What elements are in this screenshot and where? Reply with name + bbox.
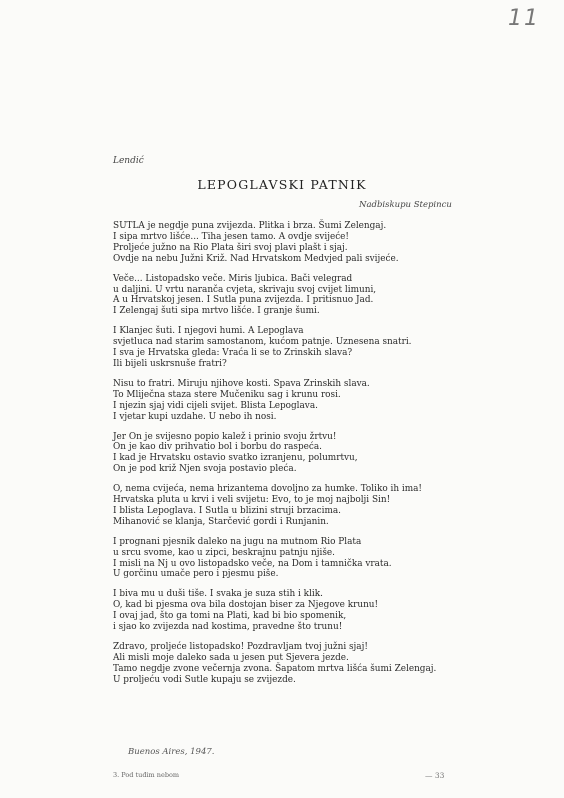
poem-line: Nisu to fratri. Miruju njihove kosti. Spava Zrinskih slava. [113, 378, 370, 389]
stanza [113, 484, 523, 528]
poem-line: SUTLA je negdje puna zvijezda. Plitka i brza. Šumi Zelengaj. [113, 221, 387, 231]
poem-line: O, kad bi pjesma ova bila dostojan biser za Njegove krunu! [113, 600, 379, 611]
poem-line: u daljini. U vrtu naranča cvjeta, skrivaju svoj cvijet limuni, [113, 284, 377, 295]
poem-line: I kad je Hrvatsku ostavio svatko izranjenu, polumrtvu, [113, 453, 358, 464]
stanza [113, 326, 523, 370]
poem-line: U gorčinu umače pero i pjesmu piše. [113, 569, 279, 580]
poem-line: I prognani pjesnik daleko na jugu na mutnom Rio Plata [113, 536, 362, 547]
poem-line: i sjao ko zvijezda nad kostima, pravedne što trunu! [113, 622, 343, 633]
poem-line: Mihanović se klanja, Starčević gordi i Runjanin. [113, 516, 329, 527]
stanza [113, 432, 523, 476]
poem-line: I misli na Nj u ovo listopadsko veče, na Dom i tamnička vrata. [113, 558, 392, 569]
poem-line: O, nema cvijeća, nema hrizantema dovoljno za humke. Toliko ih ima! [113, 484, 422, 495]
poem-line: I biva mu u duši tiše. I svaka je suza stih i klik. [113, 589, 323, 600]
footnote: 3. Pod tuđim nebom [113, 771, 180, 779]
poem-title: LEPOGLAVSKI PATNIK [197, 177, 367, 192]
poem-line: I sipa mrtvo lišće... Tiha jesen tamo. A ovdje svijeće! [113, 231, 349, 242]
poem-line: Tamo negdje zvone večernja zvona. Šapatom mrtva lišća šumi Zelengaj. [113, 663, 437, 674]
poem-line: Jer On je svijesno popio kalež i prinio svoju žrtvu! [113, 431, 337, 442]
poem-line: I blista Lepoglava. I Sutla u blizini struji brzacima. [113, 505, 341, 516]
poem-body [113, 221, 523, 695]
stanza [113, 589, 523, 633]
stanza [113, 537, 523, 581]
poem-line: To Mliječna staza stere Mučeniku sag i krunu rosi. [113, 389, 341, 400]
poem-line: u srcu svome, kao u zipci, beskrajnu patnju njiše. [113, 547, 335, 558]
stanza [113, 221, 523, 265]
poem-line: I njezin sjaj vidi cijeli svijet. Blista Lepoglava. [113, 400, 318, 411]
poem-line: Ili bijeli uskrsnuše fratri? [113, 358, 227, 369]
place-date: Buenos Aires, 1947. [128, 747, 215, 757]
poem-line: On je kao div prihvatio bol i borbu do raspeća. [113, 442, 322, 453]
stanza [113, 642, 523, 686]
poem-line: Veče... Listopadsko veče. Miris ljubica. Bači velegrad [113, 273, 353, 284]
poem-line: I Klanjec šuti. I njegovi humi. A Lepoglava [113, 326, 304, 337]
poem-line: U proljeću vodi Sutle kupaju se zvijezde. [113, 674, 296, 685]
poem-line: I vjetar kupi uzdahe. U nebo ih nosi. [113, 411, 277, 422]
stanza [113, 274, 523, 318]
poem-line: On je pod križ Njen svoja postavio pleća. [113, 464, 297, 475]
author-name: Lendić [113, 156, 144, 166]
poem-line: Proljeće južno na Rio Plata širi svoj plavi plašt i sjaj. [113, 242, 348, 253]
poem-line: Ali misli moje daleko sada u jesen put Sjevera jezde. [113, 652, 349, 663]
poem-line: A u Hrvatskoj jesen. I Sutla puna zvijezda. I pritisnuo Jad. [113, 295, 374, 306]
handwritten-page-mark: 11 [508, 6, 540, 31]
poem-line: I ovaj jad, što ga tomi na Plati, kad bi bio spomenik, [113, 611, 347, 622]
poem-line: I Zelengaj šuti sipa mrtvo lišće. I granje šumi. [113, 306, 320, 317]
poem-line: svjetluca nad starim samostanom, kućom patnje. Uznesena snatri. [113, 337, 412, 348]
poem-line: Hrvatska pluta u krvi i veli svijetu: Evo, to je moj najbolji Sin! [113, 495, 391, 506]
poem-line: Ovdje na nebu Južni Križ. Nad Hrvatskom Medvjed pali svijeće. [113, 253, 399, 264]
poem-line: I sva je Hrvatska gleda: Vraća li se to Zrinskih slava? [113, 348, 353, 359]
poem-line: Zdravo, proljeće listopadsko! Pozdravljam tvoj južni sjaj! [113, 642, 368, 652]
stanza [113, 379, 523, 423]
poem-dedication: Nadbiskupu Stepincu [359, 200, 452, 210]
page-number: — 33 [425, 771, 445, 780]
